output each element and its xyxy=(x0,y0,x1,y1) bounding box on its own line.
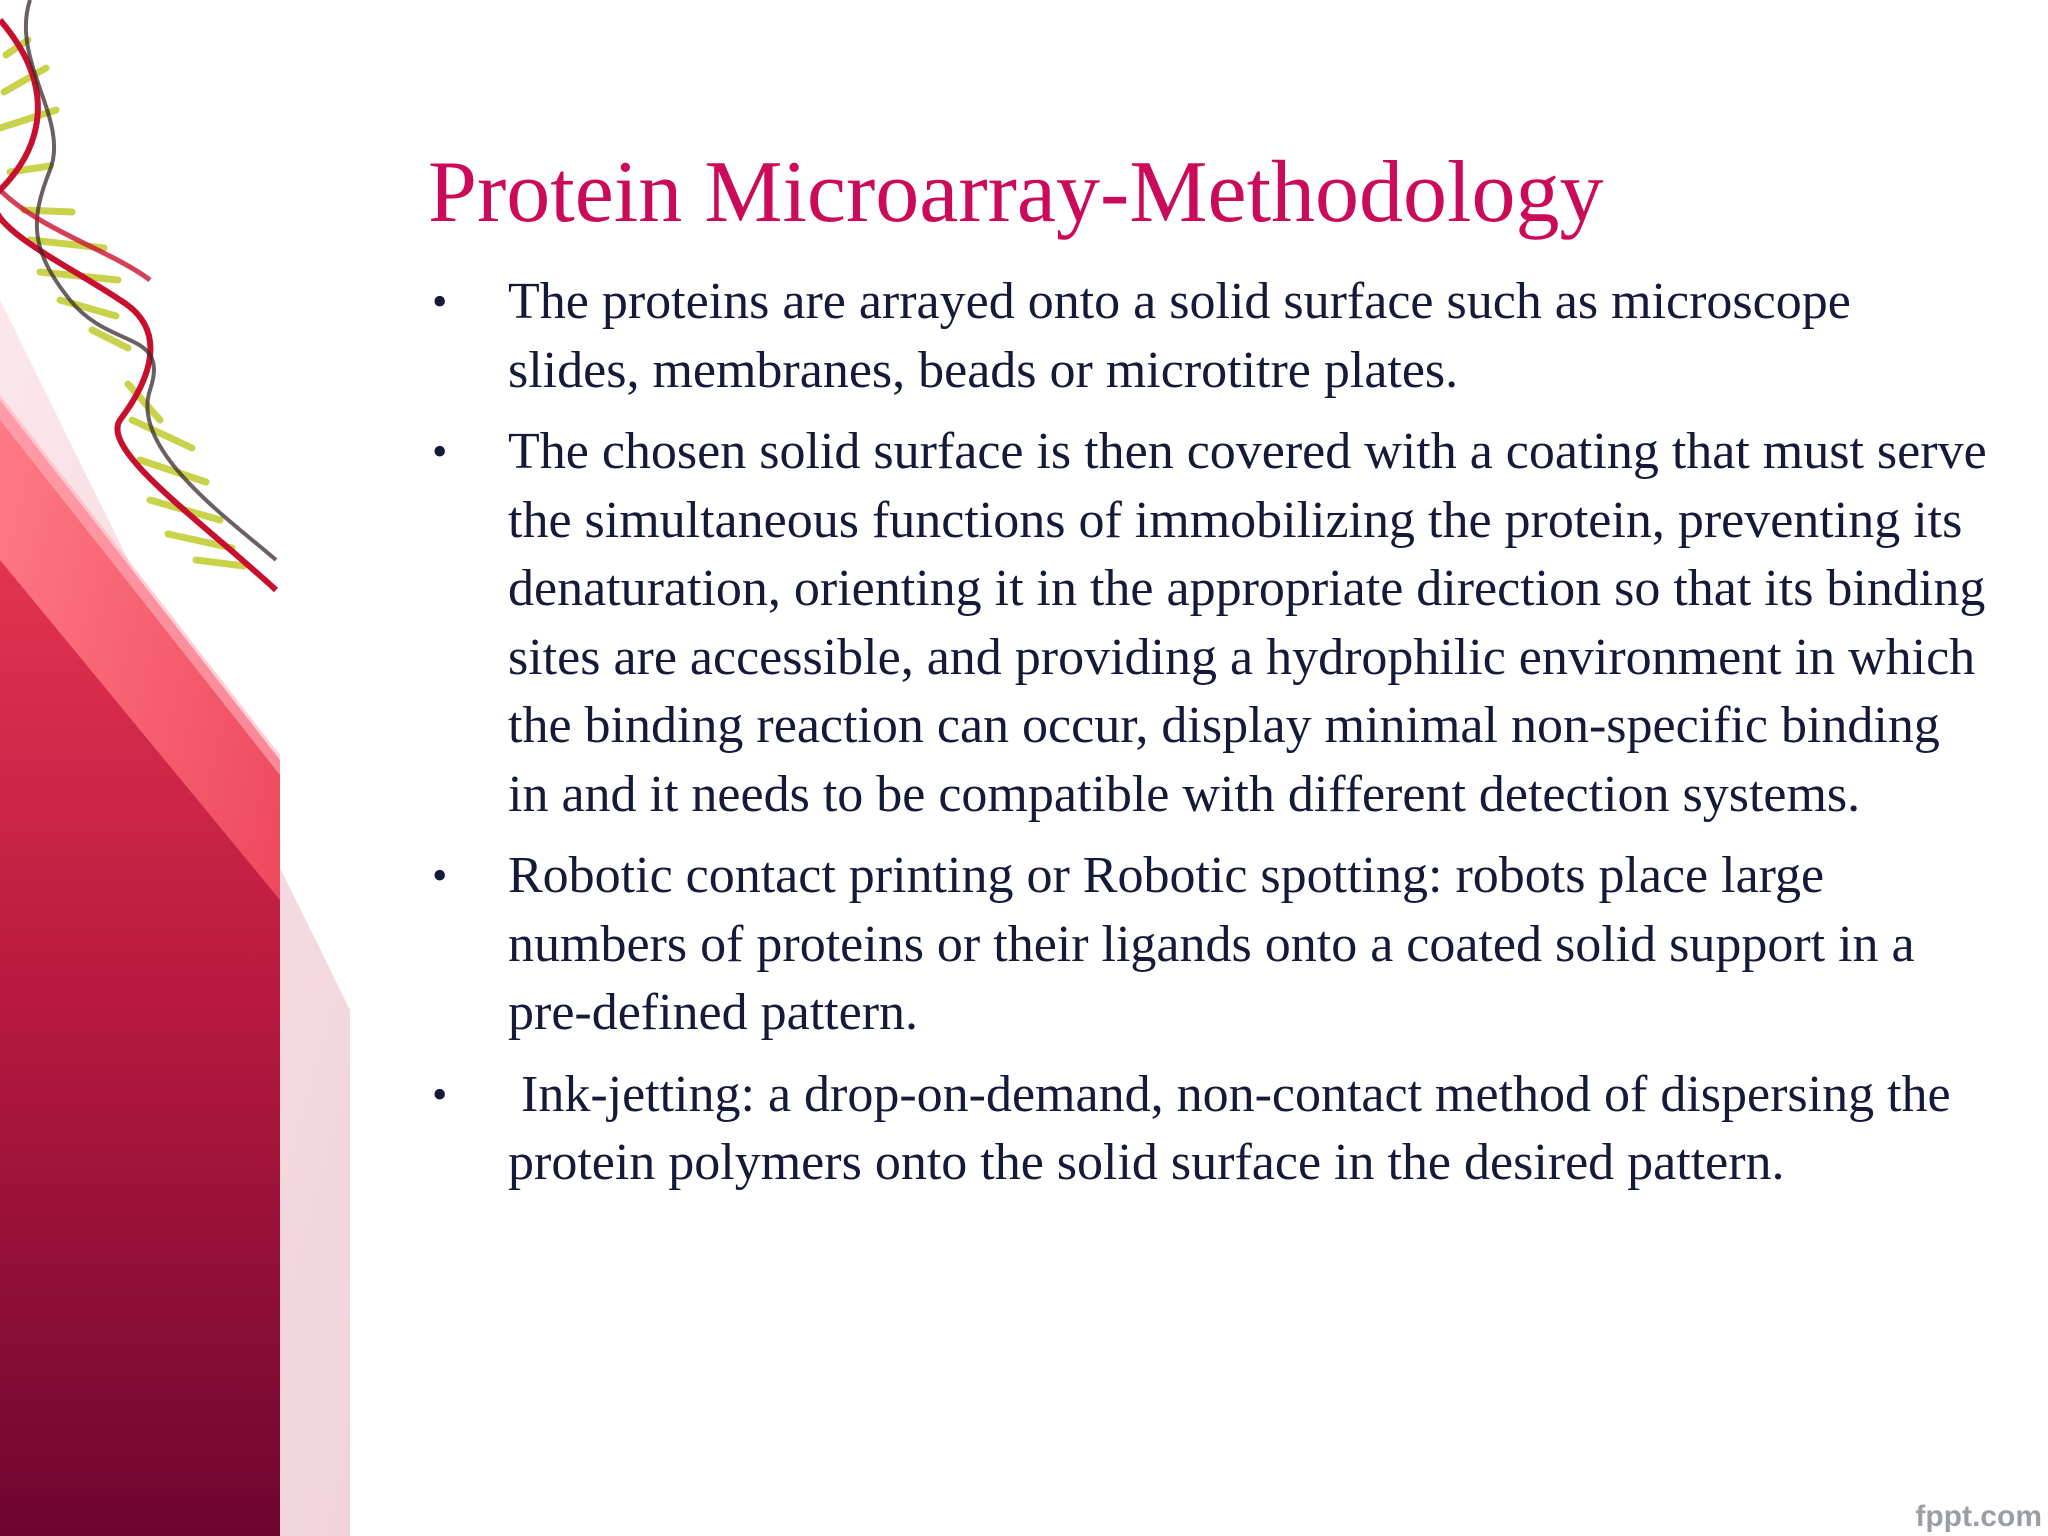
bullet-text: The proteins are arrayed onto a solid surface such as microscope slides, membranes, beads or microtitre plates. xyxy=(508,273,1864,399)
fppt-watermark: fppt.com xyxy=(1915,1500,2042,1533)
bullet-text: Ink-jetting: a drop-on-demand, non-contact method of dispersing the protein polymers onto the solid surface in the desired pattern. xyxy=(508,1065,1964,1191)
bullet-text: Robotic contact printing or Robotic spotting: robots place large numbers of proteins or their ligands onto a coated solid support in a pre-defined pattern. xyxy=(508,847,1928,1041)
bullet-marker: • xyxy=(432,277,448,326)
list-item xyxy=(428,1061,1988,1198)
list-item xyxy=(428,418,2000,829)
bullet-marker: • xyxy=(432,1069,448,1119)
bullet-marker: • xyxy=(432,427,448,476)
slide-title: Protein Microarray-Methodology xyxy=(428,144,1604,241)
bullet-text: The chosen solid surface is then covered with a coating that must serve the simultaneous functions of immobilizing the protein, preventing its denaturation, orienting it in the appropriate direction so that its binding sites are accessible, and providing a hydrophilic environment in which the binding reaction can occur, display minimal non-specific binding in and it needs to be compatible with different detection systems. xyxy=(508,423,2000,823)
list-item xyxy=(428,842,1988,1048)
list-item xyxy=(428,268,1988,405)
bullet-list xyxy=(428,268,2000,1211)
bullet-marker: • xyxy=(432,851,448,900)
